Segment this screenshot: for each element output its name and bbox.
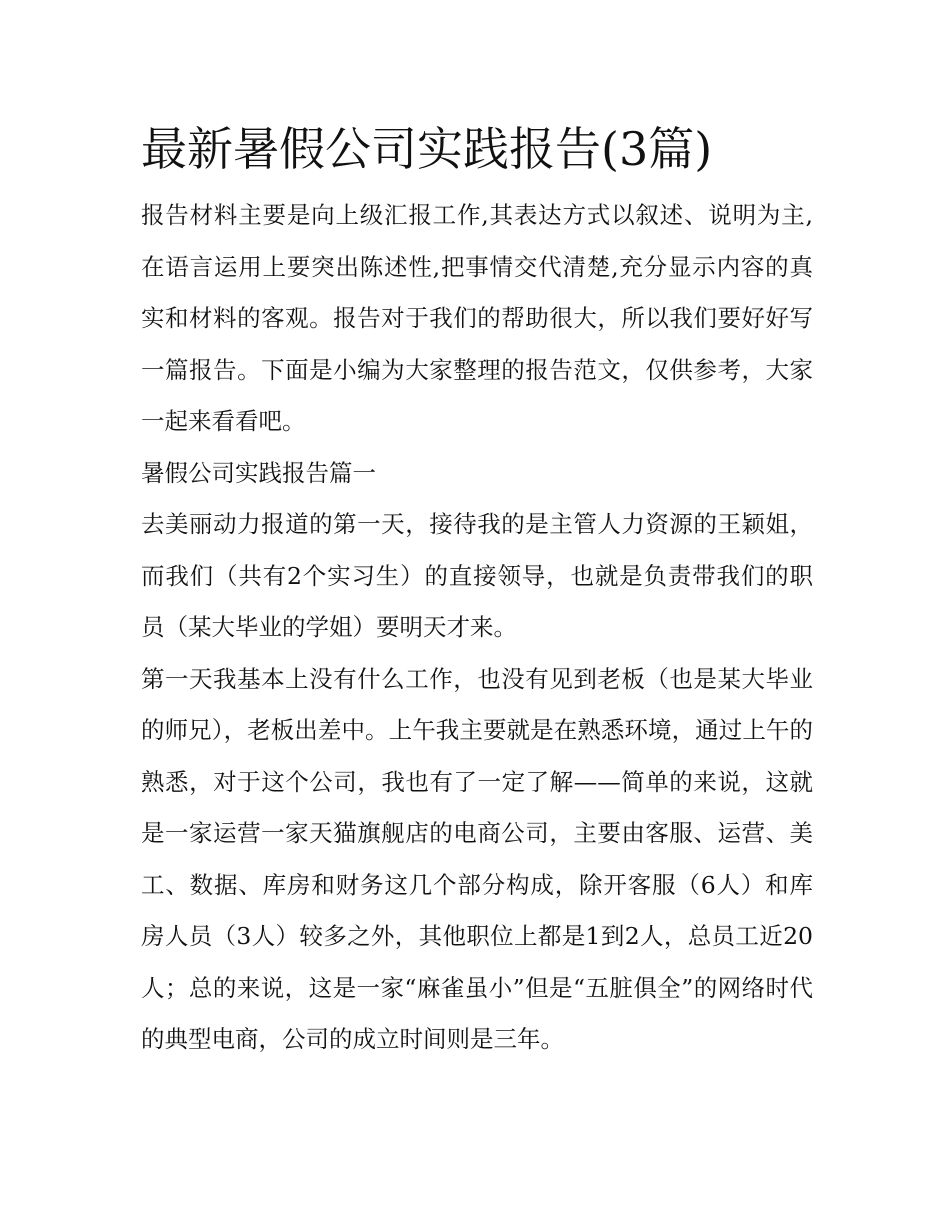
section-heading: 暑假公司实践报告篇一 — [141, 458, 376, 487]
body-paragraph-2: 第一天我基本上没有什么工作，也没有见到老板（也是某大毕业的师兄），老板出差中。上午我主要就是在熟悉环境，通过上午的熟悉，对于这个公司，我也有了一定了解——简单的来说，这就是一家运营一家天猫旗舰店的电商公司，主要由客服、运营、美工、数据、库房和财务这几个部分构成，除开客服（6人）和库房人员（3人）较多之外，其他职位上都是1到2人，总员工近20人；总的来说，这是一家“麻雀虽小”但是“五脏俱全”的网络时代的典型电商，公司的成立时间则是三年。 — [141, 664, 813, 1053]
document-page — [141, 118, 813, 1066]
document-title: 最新暑假公司实践报告(3篇) — [141, 122, 713, 176]
intro-paragraph: 报告材料主要是向上级汇报工作,其表达方式以叙述、说明为主,在语言运用上要突出陈述性,把事情交代清楚,充分显示内容的真实和材料的客观。报告对于我们的帮助很大，所以我们要好好写一篇报告。下面是小编为大家整理的报告范文，仅供参考，大家一起来看看吧。 — [141, 201, 813, 435]
body-paragraph-1: 去美丽动力报道的第一天，接待我的是主管人力资源的王颖姐，而我们（共有2个实习生）的直接领导，也就是负责带我们的职员（某大毕业的学姐）要明天才来。 — [141, 510, 813, 641]
